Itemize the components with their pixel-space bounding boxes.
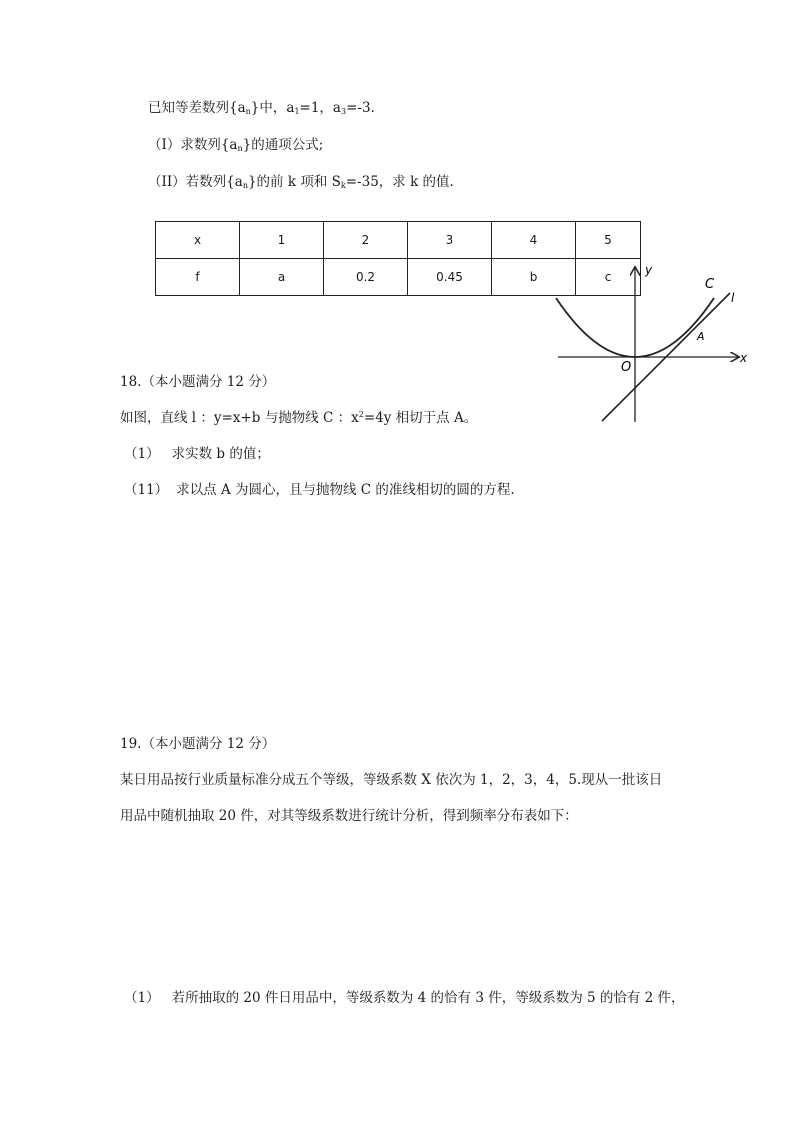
subscript-n: n xyxy=(245,107,251,116)
problem17-intro xyxy=(148,96,375,116)
intro-text-3: =1，a xyxy=(299,100,341,116)
problem19-heading: 19.（本小题满分 12 分） xyxy=(120,736,276,752)
stem-text-2: =4y 相切于点 A。 xyxy=(363,410,478,426)
problem17-question-2 xyxy=(148,170,454,190)
question-number: （1） xyxy=(124,446,160,462)
table-cell: a xyxy=(240,259,324,296)
question-text: 求以点 A 为圆心，且与抛物线 C 的准线相切的圆的方程. xyxy=(176,482,515,498)
problem17-question-1 xyxy=(148,133,323,153)
table-cell: b xyxy=(492,259,576,296)
problem18-heading: 18.（本小题满分 12 分） xyxy=(120,374,276,390)
table-cell: x xyxy=(156,222,240,259)
stem-text-1: 如图，直线 l ：y=x+b 与抛物线 C ：x xyxy=(120,410,359,426)
question-number: （11） xyxy=(124,482,169,498)
intro-text-4: =-3. xyxy=(346,100,375,116)
table-cell: 3 xyxy=(408,222,492,259)
q2-text-1: （II）若数列{a xyxy=(148,174,243,190)
table-cell: c xyxy=(576,259,641,296)
x-axis-label: x xyxy=(740,351,748,365)
question-number: （1） xyxy=(124,990,160,1006)
problem19-question-1 xyxy=(124,986,685,1006)
table-cell: 5 xyxy=(576,222,641,259)
line-label: l xyxy=(731,291,735,305)
question-text: 求实数 b 的值； xyxy=(171,446,270,462)
table-row-header xyxy=(156,222,641,259)
subscript-n: n xyxy=(242,181,248,190)
subscript-k: k xyxy=(340,181,346,190)
parabola-label: C xyxy=(705,277,715,292)
superscript-2: 2 xyxy=(358,410,364,419)
y-axis-label: y xyxy=(645,263,653,277)
origin-label: O xyxy=(621,360,632,375)
problem19-stem-line-1: 某日用品按行业质量标准分成五个等级，等级系数 X 依次为 1，2，3，4，5.现从一批该日 xyxy=(120,772,663,788)
table-cell: f xyxy=(156,259,240,296)
problem18-question-2 xyxy=(124,478,515,498)
q1-text-2: }的通项公式; xyxy=(242,137,324,153)
q2-text-2: }的前 k 项和 S xyxy=(247,174,341,190)
parabola-tangent-figure xyxy=(550,260,755,425)
question-text: 若所抽取的 20 件日用品中，等级系数为 4 的恰有 3 件，等级系数为 5 的恰有 2 件， xyxy=(171,990,685,1006)
problem18-question-1 xyxy=(124,442,270,462)
subscript-3: 3 xyxy=(340,107,347,116)
intro-text-2: }中，a xyxy=(250,100,295,116)
problem18-stem xyxy=(120,406,477,426)
table-cell: 4 xyxy=(492,222,576,259)
q2-text-3: =-35，求 k 的值. xyxy=(345,174,454,190)
table-cell: 1 xyxy=(240,222,324,259)
q1-text-1: （I）求数列{a xyxy=(148,137,238,153)
tangent-point-label: A xyxy=(697,330,705,343)
problem19-stem-line-2: 用品中随机抽取 20 件，对其等级系数进行统计分析，得到频率分布表如下： xyxy=(120,808,578,824)
subscript-1: 1 xyxy=(294,107,300,116)
table-cell: 0.2 xyxy=(324,259,408,296)
table-cell: 2 xyxy=(324,222,408,259)
subscript-n: n xyxy=(237,144,243,153)
table-cell: 0.45 xyxy=(408,259,492,296)
intro-text-1: 已知等差数列{a xyxy=(148,100,246,116)
